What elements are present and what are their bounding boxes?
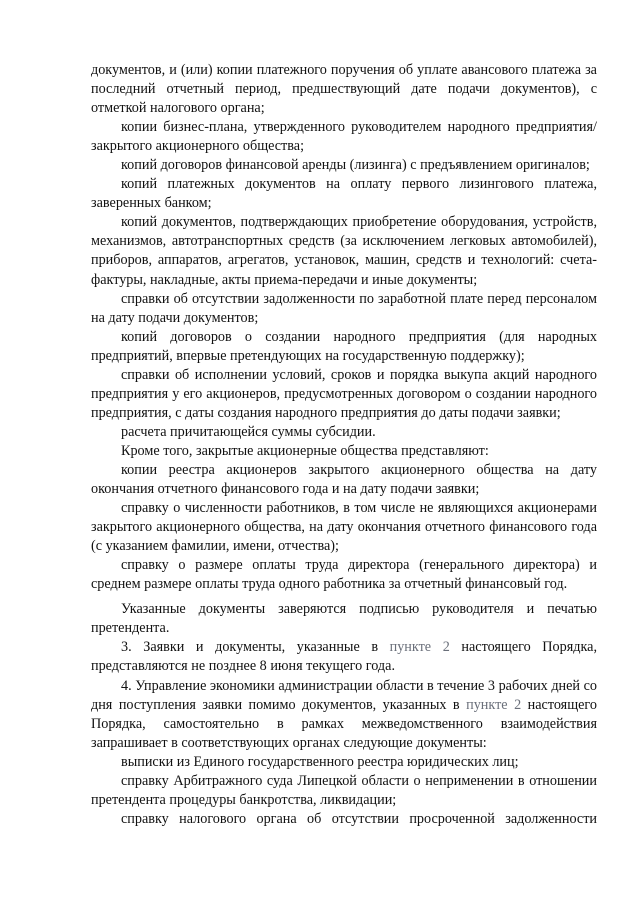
paragraph-share-buyback: справки об исполнении условий, сроков и порядка выкупа акций народного предприятия у его акционеров, предусмотренных договором о создании народного предприятия, с даты создания народного предприятия до даты подачи заявки; xyxy=(91,366,597,421)
paragraph-item-3-text-end: настоящего Порядка, представляются не позднее 8 июня текущего года. xyxy=(91,639,598,675)
paragraph-director-salary: справку о размере оплаты труда директора (генерального директора) и среднем размере оплаты труда одного работника за отчетный финансовый год. xyxy=(91,557,597,593)
link-point-2[interactable]: пункте 2 xyxy=(466,696,522,713)
paragraph-arbitration-court: справку Арбитражного суда Липецкой области о неприменении в отношении претендента процедуры банкротства, ликвидации; xyxy=(91,772,597,808)
paragraph-continuation: документов, и (или) копии платежного поручения об уплате авансового платежа за последний отчетный период, предшествующий дате подачи документов), с отметкой налогового органа; xyxy=(91,62,597,117)
paragraph-leasing-payment: копий платежных документов на оплату первого лизингового платежа, заверенных банком; xyxy=(91,176,597,212)
paragraph-closed-joint-stock: Кроме того, закрытые акционерные общества представляют: xyxy=(121,442,489,459)
paragraph-item-3-text-start: 3. Заявки и документы, указанные в xyxy=(121,639,390,656)
paragraph-employee-count: справку о численности работников, в том числе не являющихся акционерами закрытого акционерного общества, на дату окончания отчетного финансового года (с указанием фамилии, имени, отчества); xyxy=(91,500,597,555)
paragraph-tax-certificate: справку налогового органа об отсутствии просроченной задолженности xyxy=(121,810,597,827)
paragraph-egrul-extract: выписки из Единого государственного реестра юридических лиц; xyxy=(121,753,519,770)
paragraph-creation-contracts: копий договоров о создании народного предприятия (для народных предприятий, впервые претендующих на государственную поддержку); xyxy=(91,328,597,364)
paragraph-business-plan: копии бизнес-плана, утвержденного руководителем народного предприятия/закрытого акционерного общества; xyxy=(91,119,597,155)
paragraph-salary-debt: справки об отсутствии задолженности по заработной плате перед персоналом на дату подачи документов; xyxy=(91,290,597,326)
paragraph-shareholder-register: копии реестра акционеров закрытого акционерного общества на дату окончания отчетного финансового года и на дату подачи заявки; xyxy=(91,461,597,498)
paragraph-equipment-documents: копий документов, подтверждающих приобретение оборудования, устройств, механизмов, автотранспортных средств (за исключением легковых автомобилей), приборов, аппаратов, агрегатов, установок, машин, средств и технологий: счета-фактуры, накладные, акты приема-передачи и иные документы; xyxy=(91,214,597,288)
paragraph-item-4 xyxy=(91,677,597,753)
document-page xyxy=(91,61,597,829)
paragraph-item-4-text-start: 4. Управление экономики администрации области в течение 3 рабочих дней со дня поступления заявки помимо документов, указанных в xyxy=(91,677,597,713)
paragraph-item-4-text-end: настоящего Порядка, самостоятельно в рамках межведомственного взаимодействия запрашивает в соответствующих органах следующие документы: xyxy=(91,696,597,751)
paragraph-item-3 xyxy=(91,638,597,676)
link-point-2[interactable]: пункте 2 xyxy=(389,639,450,656)
paragraph-subsidy-calculation: расчета причитающейся суммы субсидии. xyxy=(121,423,376,440)
paragraph-certification: Указанные документы заверяются подписью руководителя и печатью претендента. xyxy=(91,601,597,637)
paragraph-leasing-contracts: копий договоров финансовой аренды (лизинга) с предъявлением оригиналов; xyxy=(121,157,590,174)
